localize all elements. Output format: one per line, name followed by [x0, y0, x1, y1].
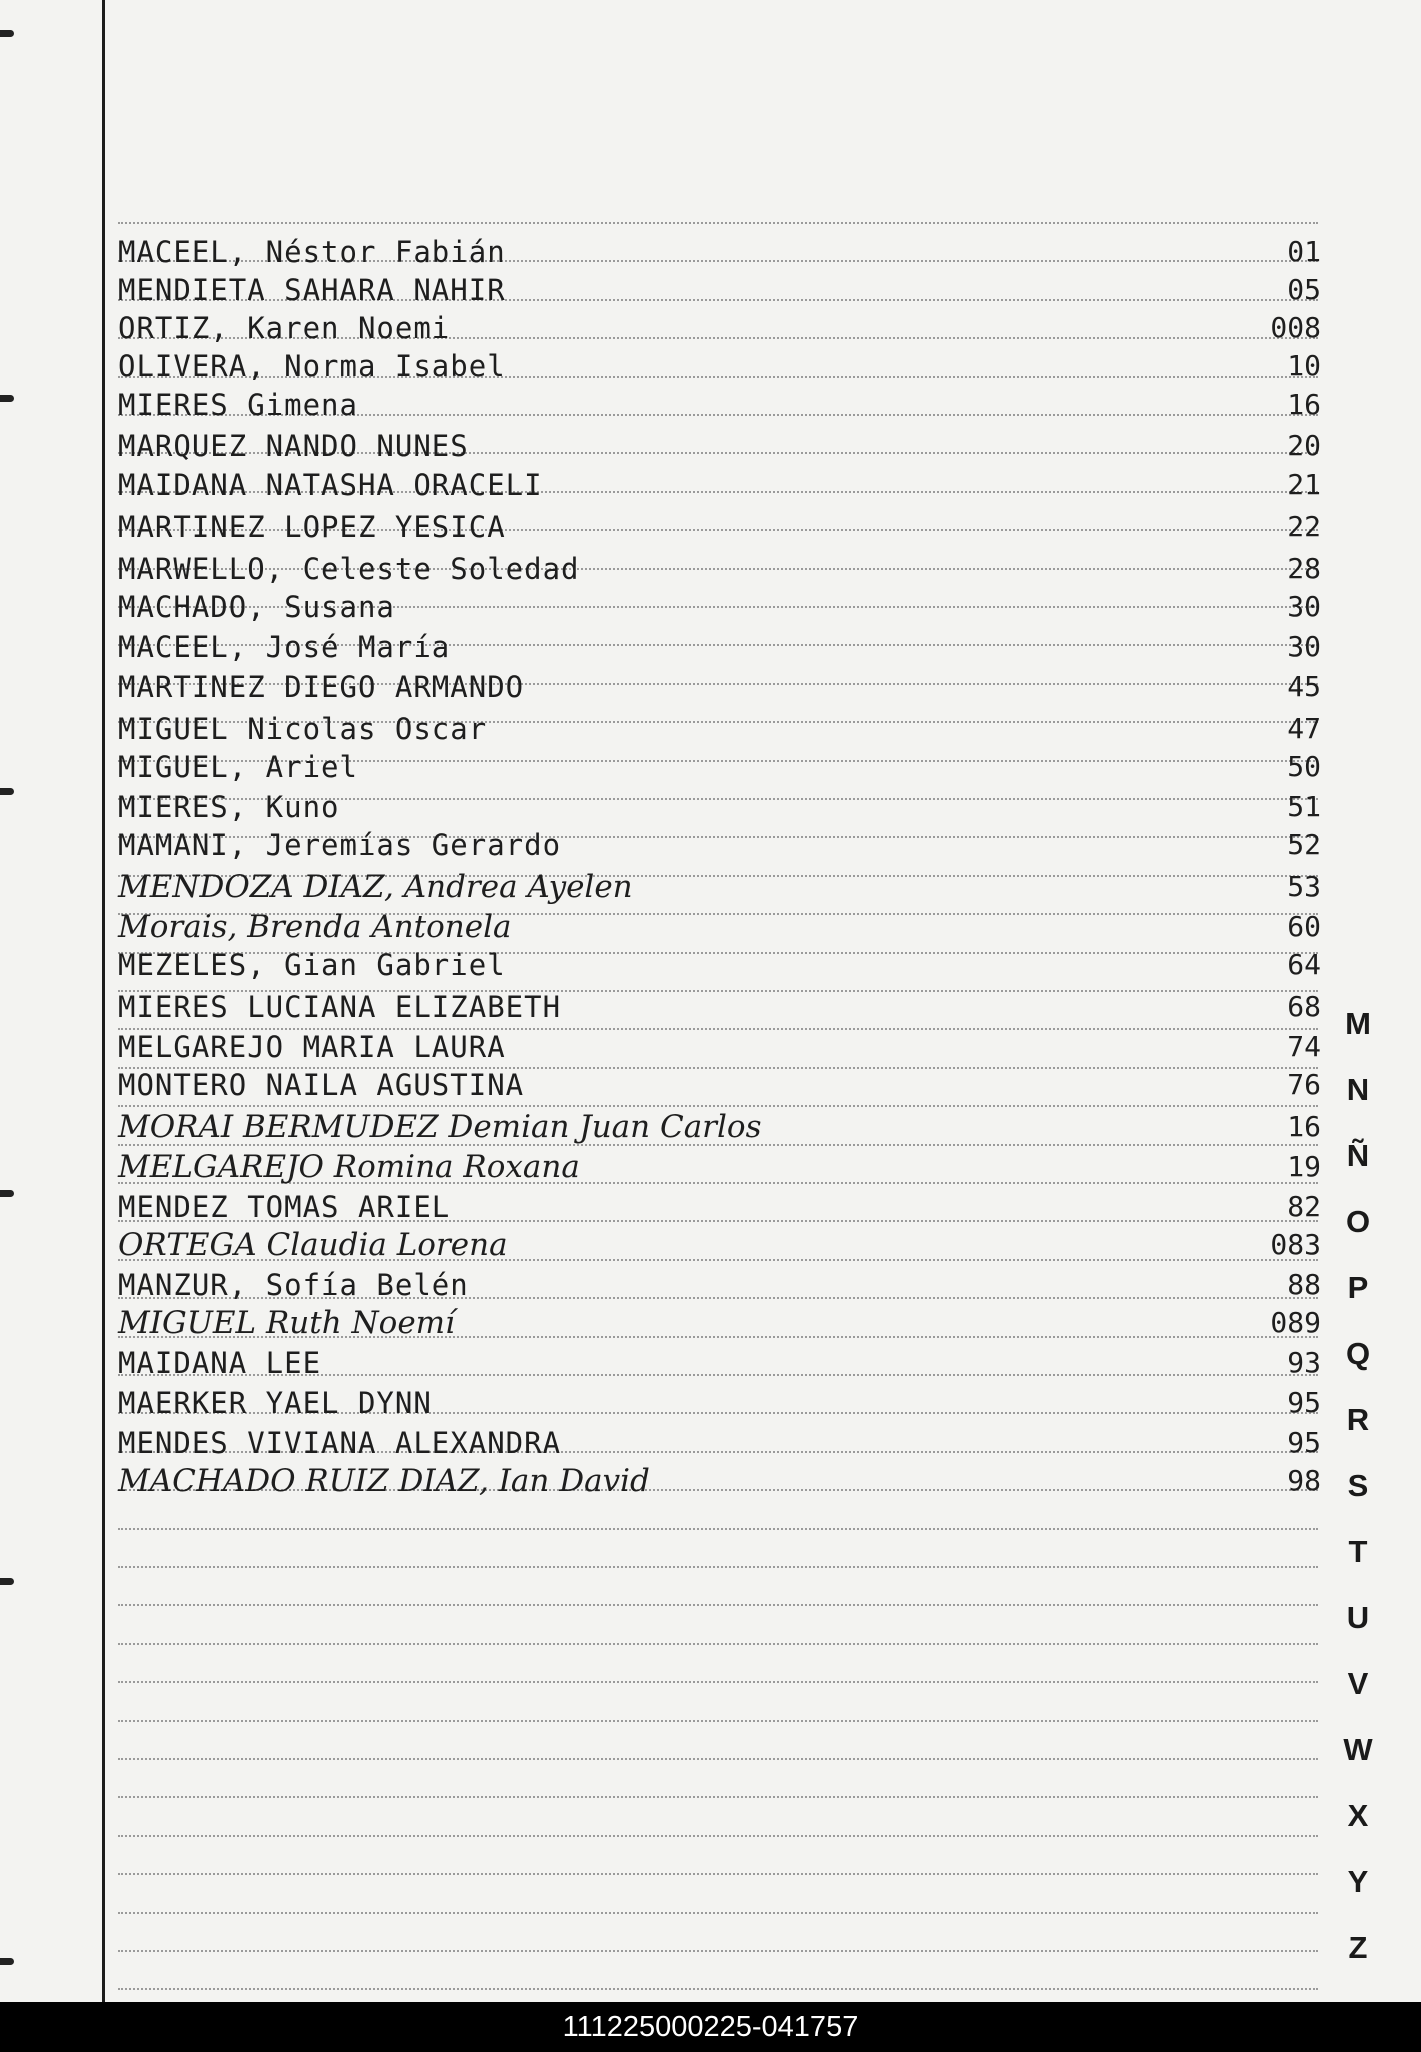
entry-number: 083: [1270, 1228, 1321, 1261]
binder-mark: [0, 30, 14, 37]
margin-line: [102, 0, 105, 2002]
entry-name: MEZELES, Gian Gabriel: [118, 948, 506, 982]
entry-name: MIGUEL Nicolas Oscar: [118, 712, 488, 746]
entry-name: MAMANI, Jeremías Gerardo: [118, 828, 562, 862]
entry-number: 50: [1287, 750, 1321, 783]
entry-name: MONTERO NAILA AGUSTINA: [118, 1068, 525, 1102]
entry-number: 21: [1287, 468, 1321, 501]
binder-mark: [0, 1190, 14, 1197]
entry-number: 089: [1270, 1306, 1321, 1339]
entry-name: MELGAREJO Romina Roxana: [118, 1149, 580, 1185]
entry-name: MARQUEZ NANDO NUNES: [118, 429, 469, 463]
ruled-line: [118, 1758, 1318, 1760]
index-letter: N: [1346, 1072, 1370, 1107]
entry-name: MACEEL, José María: [118, 630, 451, 664]
entry-number: 30: [1287, 590, 1321, 623]
ruled-line: [118, 1988, 1318, 1990]
entry-number: 88: [1287, 1268, 1321, 1301]
footer-code: 111225000225-041757: [562, 2011, 859, 2043]
entry-name: MIGUEL, Ariel: [118, 750, 358, 784]
footer-bar: [0, 2002, 1421, 2052]
index-letter: Q: [1345, 1336, 1371, 1371]
entry-name: Morais, Brenda Antonela: [118, 909, 512, 945]
binder-mark: [0, 1958, 14, 1965]
ruled-line: [118, 1950, 1318, 1952]
entry-number: 76: [1287, 1068, 1321, 1101]
index-letter: Y: [1347, 1864, 1369, 1899]
entry-name: MIGUEL Ruth Noemí: [118, 1305, 455, 1341]
entry-name: MARTINEZ DIEGO ARMANDO: [118, 670, 525, 704]
entry-number: 60: [1287, 910, 1321, 943]
ruled-line: [118, 1720, 1318, 1722]
entry-number: 93: [1287, 1346, 1321, 1379]
entry-number: 95: [1287, 1426, 1321, 1459]
entry-name: MIERES Gimena: [118, 388, 358, 422]
entry-name: MACEEL, Néstor Fabián: [118, 235, 506, 269]
ruled-line: [118, 1566, 1318, 1568]
entry-name: MIERES LUCIANA ELIZABETH: [118, 990, 562, 1024]
index-letter: P: [1347, 1270, 1369, 1305]
ruled-line: [118, 1604, 1318, 1606]
ruled-line: [118, 222, 1318, 224]
entry-number: 30: [1287, 630, 1321, 663]
entry-number: 16: [1287, 1110, 1321, 1143]
entry-number: 19: [1287, 1150, 1321, 1183]
entry-name: OLIVERA, Norma Isabel: [118, 349, 506, 383]
entry-number: 20: [1287, 429, 1321, 462]
ruled-line: [118, 1643, 1318, 1645]
ruled-line: [118, 1835, 1318, 1837]
index-letter: W: [1343, 1732, 1373, 1767]
entry-name: MENDOZA DIAZ, Andrea Ayelen: [118, 869, 633, 905]
index-letter: X: [1347, 1798, 1369, 1833]
entry-number: 008: [1270, 311, 1321, 344]
entry-name: ORTEGA Claudia Lorena: [118, 1227, 508, 1263]
index-letter: Ñ: [1346, 1138, 1370, 1173]
binder-mark: [0, 1578, 14, 1585]
entry-number: 74: [1287, 1030, 1321, 1063]
index-letter: U: [1346, 1600, 1370, 1635]
entry-name: MAIDANA NATASHA ORACELI: [118, 468, 543, 502]
entry-name: MELGAREJO MARIA LAURA: [118, 1030, 506, 1064]
entry-number: 16: [1287, 388, 1321, 421]
index-letter: R: [1346, 1402, 1370, 1437]
entry-number: 64: [1287, 948, 1321, 981]
entry-name: MORAI BERMUDEZ Demian Juan Carlos: [118, 1109, 762, 1145]
ruled-line: [118, 1912, 1318, 1914]
entry-name: ORTIZ, Karen Noemi: [118, 311, 451, 345]
entry-name: MARWELLO, Celeste Soledad: [118, 552, 580, 586]
ruled-line: [118, 1796, 1318, 1798]
entry-number: 10: [1287, 349, 1321, 382]
entry-name: MAERKER YAEL DYNN: [118, 1386, 432, 1420]
entry-number: 28: [1287, 552, 1321, 585]
entry-number: 45: [1287, 670, 1321, 703]
ruled-line: [118, 1681, 1318, 1683]
entry-number: 51: [1287, 790, 1321, 823]
entry-name: MACHADO, Susana: [118, 590, 395, 624]
ruled-line: [118, 1105, 1318, 1107]
binder-mark: [0, 788, 14, 795]
entry-name: MACHADO RUIZ DIAZ, Ian David: [118, 1463, 650, 1499]
entry-number: 01: [1287, 235, 1321, 268]
entry-number: 05: [1287, 273, 1321, 306]
index-letter: V: [1347, 1666, 1369, 1701]
binder-mark: [0, 395, 14, 402]
entry-number: 22: [1287, 510, 1321, 543]
entry-number: 98: [1287, 1464, 1321, 1497]
ruled-line: [118, 1873, 1318, 1875]
index-letter: T: [1348, 1534, 1368, 1569]
index-letter: O: [1345, 1204, 1371, 1239]
entry-name: MAIDANA LEE: [118, 1346, 322, 1380]
entry-number: 52: [1287, 828, 1321, 861]
entry-number: 68: [1287, 990, 1321, 1023]
index-letter: M: [1345, 1006, 1371, 1041]
ruled-line: [118, 1528, 1318, 1530]
entry-name: MENDEZ TOMAS ARIEL: [118, 1190, 451, 1224]
entry-number: 95: [1287, 1386, 1321, 1419]
entry-name: MANZUR, Sofía Belén: [118, 1268, 469, 1302]
entry-name: MARTINEZ LOPEZ YESICA: [118, 510, 506, 544]
entry-number: 47: [1287, 712, 1321, 745]
entry-name: MENDIETA SAHARA NAHIR: [118, 273, 506, 307]
entry-number: 53: [1287, 870, 1321, 903]
index-letter: Z: [1348, 1930, 1368, 1965]
index-letter: S: [1347, 1468, 1369, 1503]
entry-name: MIERES, Kuno: [118, 790, 340, 824]
entry-name: MENDES VIVIANA ALEXANDRA: [118, 1426, 562, 1460]
entry-number: 82: [1287, 1190, 1321, 1223]
